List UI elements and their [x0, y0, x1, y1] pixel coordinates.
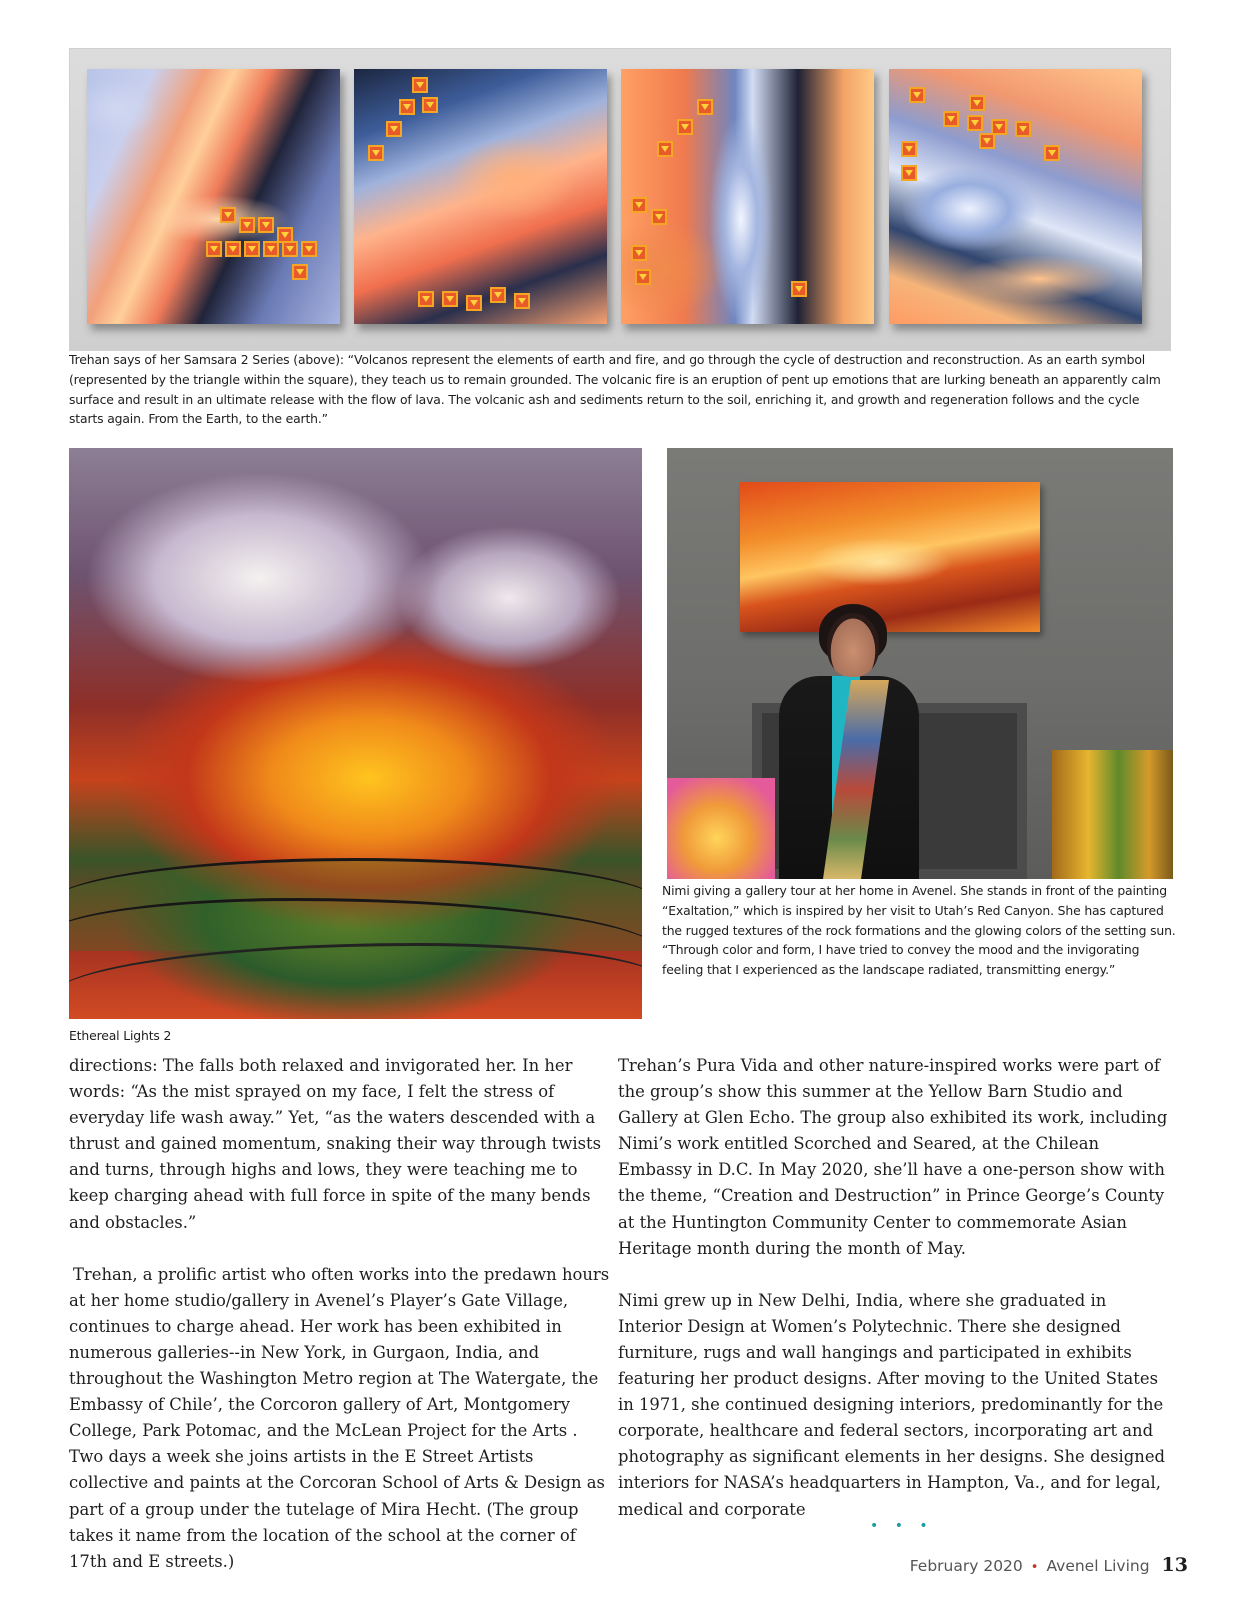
samsara-caption: Trehan says of her Samsara 2 Series (above): “Volcanos represent the elements of earth and fire, and go through the cycle of destruction and reconstruction. As an earth symbol (represented by the triangle within the square), they teach us to remain grounded. The volcanic fire is an eruption of pent up emotions that are lurking beneath an apparently calm surface and result in an ultimate release with the flow of lava. The volcanic ash and sediments return to the soil, enriching it, and growth and regeneration follows and the cycle starts again. From the Earth, to the earth.” — [69, 352, 1161, 427]
samsara-series-photo — [69, 48, 1171, 351]
article-paragraph: Nimi grew up in New Delhi, India, where she graduated in Interior Design at Women’s Polytechnic. There she designed furniture, rugs and wall hangings and participated in exhibits featuring her product designs. After moving to the United States in 1971, she continued designing interiors, predominantly for the corporate, healthcare and federal sectors, incorporating art and photography as significant elements in her designs. She designed interiors for NASA’s headquarters in Hampton, Va., and for legal, medical and corporate — [618, 1290, 1166, 1519]
article-column-right — [618, 1053, 1173, 1523]
article-column-left — [69, 1053, 610, 1575]
page-number: 13 — [1161, 1554, 1188, 1576]
article-paragraph: directions: The falls both relaxed and invigorated her. In her words: “As the mist sprayed on my face, I felt the stress of everyday life wash away.” Yet, “as the waters descended with a thrust and gained momentum, snaking their way through twists and turns, through highs and lows, they were teaching me to keep charging ahead with full force in spite of the many bends and obstacles.” — [69, 1056, 602, 1232]
page-footer — [910, 1554, 1188, 1576]
gallery-caption: Nimi giving a gallery tour at her home in Avenel. She stands in front of the painting “Exaltation,” which is inspired by her visit to Utah’s Red Canyon. She has captured the rugged textures of the rock formations and the glowing colors of the setting sun. “Through color and form, I have tried to convey the mood and the invigorating feeling that I experienced as the landscape radiated, transmitting energy.” — [662, 883, 1176, 978]
footer-bullet: • — [1030, 1560, 1039, 1575]
exaltation-painting — [740, 482, 1040, 632]
issue-date: February 2020 — [909, 1557, 1023, 1575]
artist-face — [827, 613, 879, 677]
ethereal-lights-painting — [69, 448, 642, 1019]
continued-dots: • • • — [870, 1518, 934, 1534]
left-painting — [667, 778, 775, 879]
samsara-painting-1 — [87, 69, 340, 324]
gallery-tour-photo — [667, 448, 1173, 879]
samsara-painting-2 — [354, 69, 607, 324]
article-paragraph: Trehan, a prolific artist who often works into the predawn hours at her home studio/gallery in Avenel’s Player’s Gate Village, continues to charge ahead. Her work has been exhibited in numerous galleries--in New York, in Gurgaon, India, and throughout the Washington Metro region at The Watergate, the Embassy of Chile’, the Corcoron gallery of Art, Montgomery College, Park Potomac, and the McLean Project for the Arts . Two days a week she joins artists in the E Street Artists collective and paints at the Corcoran School of Arts & Design as part of a group under the tutelage of Mira Hecht. (The group takes it name from the location of the school at the corner of 17th and E streets.) — [69, 1264, 610, 1571]
samsara-painting-4 — [889, 69, 1142, 324]
publication-name: Avenel Living — [1046, 1557, 1150, 1575]
right-painting — [1052, 750, 1173, 879]
samsara-painting-3 — [621, 69, 874, 324]
ethereal-caption: Ethereal Lights 2 — [69, 1028, 172, 1043]
article-paragraph: Trehan’s Pura Vida and other nature-inspired works were part of the group’s show this summer at the Yellow Barn Studio and Gallery at Glen Echo. The group also exhibited its work, including Nimi’s work entitled Scorched and Seared, at the Chilean Embassy in D.C. In May 2020, she’ll have a one-person show with the theme, “Creation and Destruction” in Prince George’s County at the Huntington Community Center to commemorate Asian Heritage month during the month of May. — [618, 1056, 1168, 1258]
